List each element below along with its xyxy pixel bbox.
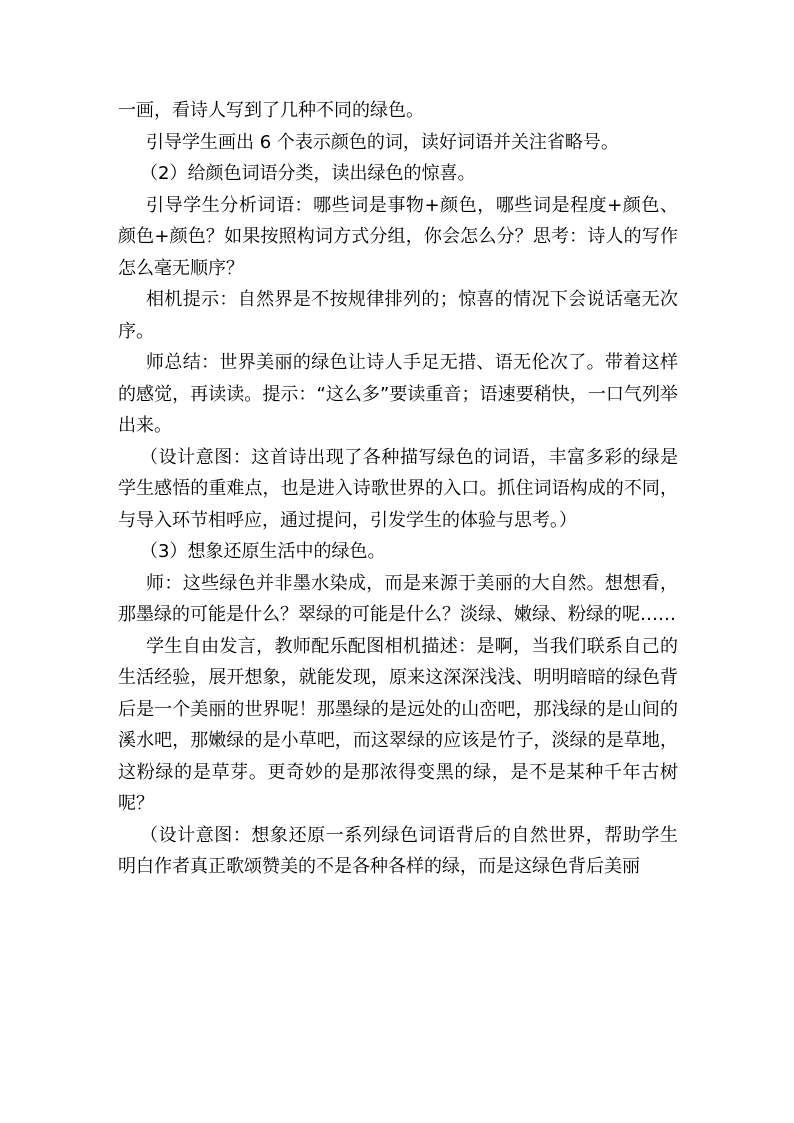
paragraph-3: （2）给颜色词语分类，读出绿色的惊喜。 <box>140 163 476 184</box>
paragraph-4: 引导学生分析词语：哪些词是事物+颜色，哪些词是程度+颜色、颜色+颜色？如果按照构词方式分组，你会怎么分？思考：诗人的写作怎么毫无顺序？ <box>118 194 678 279</box>
paragraph-11: （设计意图：想象还原一系列绿色词语背后的自然世界，帮助学生明白作者真正歌颂赞美的不是各种各样的绿，而是这绿色背后美丽 <box>118 824 678 877</box>
document-body <box>118 95 678 883</box>
paragraph-7: （设计意图：这首诗出现了各种描写绿色的词语，丰富多彩的绿是学生感悟的重难点，也是进入诗歌世界的入口。抓住词语构成的不同，与导入环节相呼应，通过提问，引发学生的体验与思考。） <box>118 446 678 531</box>
paragraph-9: 师：这些绿色并非墨水染成，而是来源于美丽的大自然。想想看，那墨绿的可能是什么？翠绿的可能是什么？淡绿、嫩绿、粉绿的呢…… <box>118 572 678 625</box>
paragraph-2: 引导学生画出 6 个表示颜色的词，读好词语并关注省略号。 <box>146 131 619 153</box>
paragraph-5: 相机提示：自然界是不按规律排列的；惊喜的情况下会说话毫无次序。 <box>118 289 678 342</box>
paragraph-8: （3）想象还原生活中的绿色。 <box>140 541 386 562</box>
paragraph-1: 一画，看诗人写到了几种不同的绿色。 <box>118 100 424 121</box>
paragraph-6: 师总结：世界美丽的绿色让诗人手足无措、语无伦次了。带着这样的感觉，再读读。提示：“这么多”要读重音；语速要稍快，一口气列举出来。 <box>118 352 678 436</box>
paragraph-10: 学生自由发言，教师配乐配图相机描述：是啊，当我们联系自己的生活经验，展开想象，就能发现，原来这深深浅浅、明明暗暗的绿色背后是一个美丽的世界呢！那墨绿的是远处的山峦吧，那浅绿的是山间的溪水吧，那嫩绿的是小草吧，而这翠绿的应该是竹子，淡绿的是草地，这粉绿的是草芽。更奇妙的是那浓得变黑的绿，是不是某种千年古树呢？ <box>118 635 678 814</box>
